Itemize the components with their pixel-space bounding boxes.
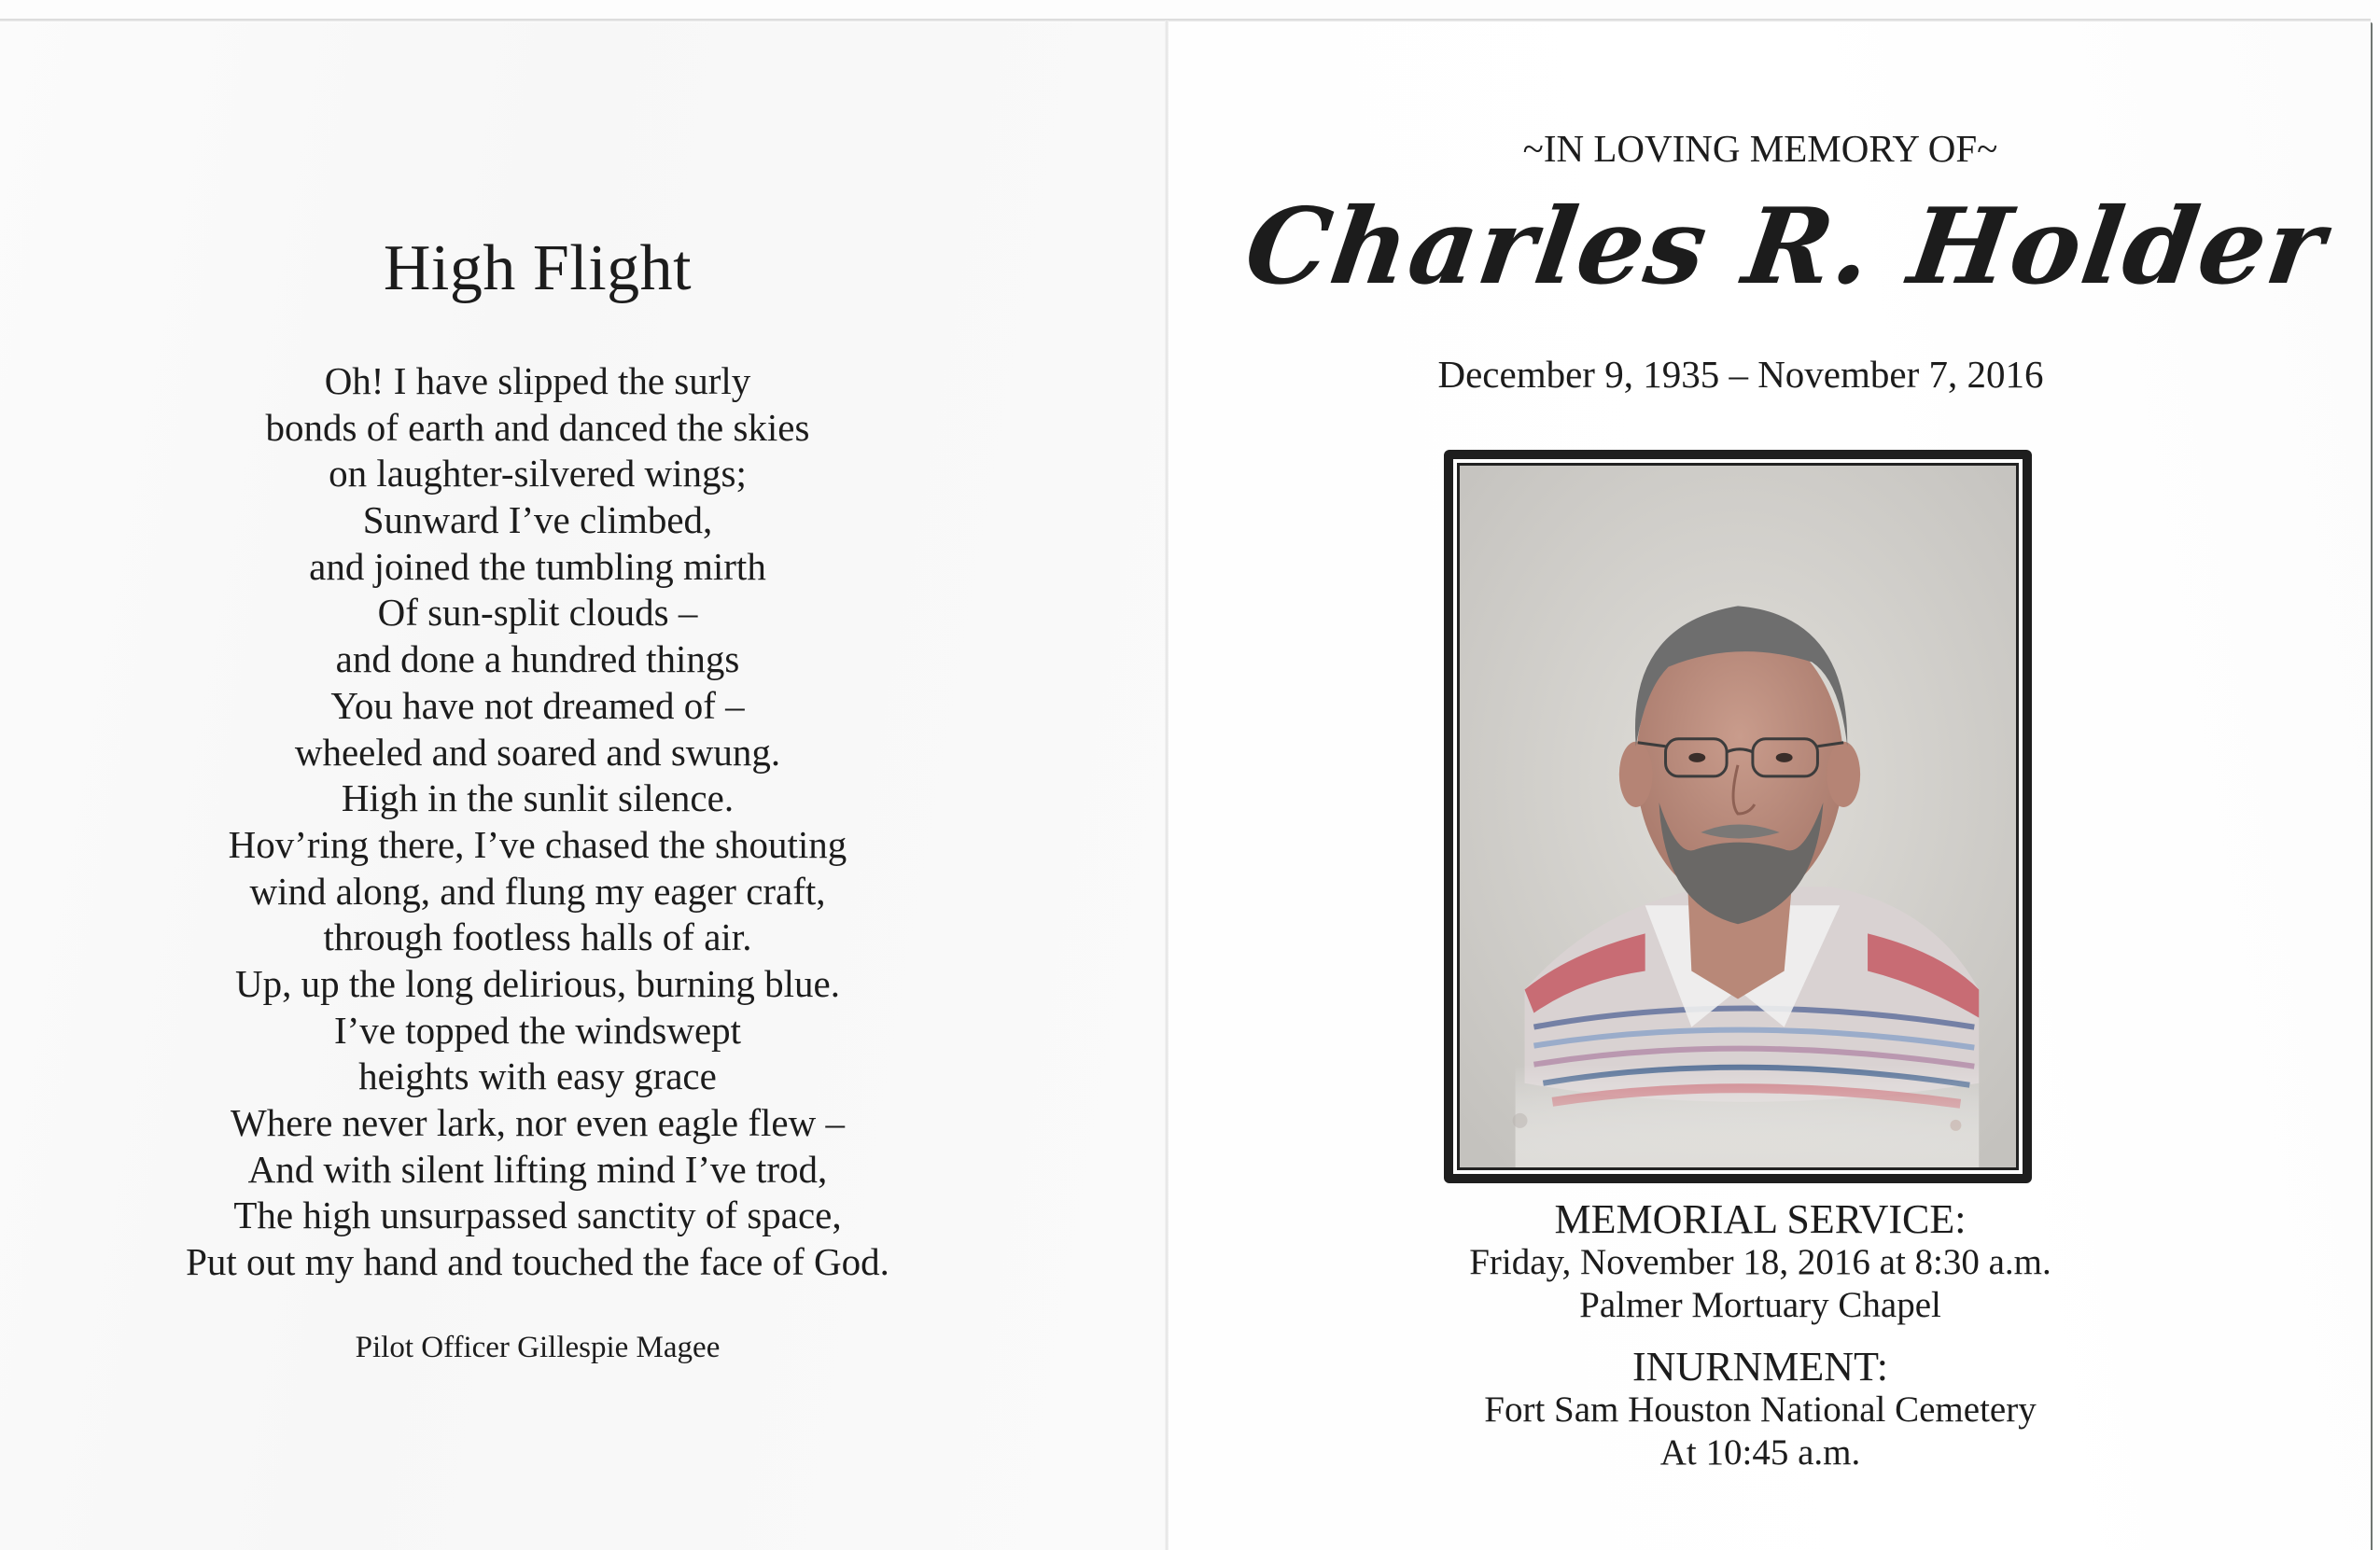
- deceased-name: Charles R. Holder: [1238, 186, 2333, 308]
- memorial-service-datetime: Friday, November 18, 2016 at 8:30 a.m.: [1469, 1242, 2051, 1282]
- memorial-service-section: [1294, 1198, 2227, 1327]
- portrait-illustration: [1460, 466, 2016, 1167]
- poem-line: Up, up the long delirious, burning blue.: [235, 961, 840, 1005]
- photo-frame: [1444, 450, 2032, 1183]
- photo-frame-mat: [1453, 459, 2023, 1174]
- memorial-service-location: Palmer Mortuary Chapel: [1579, 1285, 1941, 1325]
- poem-line: wheeled and soared and swung.: [294, 730, 781, 774]
- poem-line: And with silent lifting mind I’ve trod,: [247, 1147, 828, 1191]
- poem-line: heights with easy grace: [358, 1054, 717, 1098]
- poem-line: wind along, and flung my eager craft,: [249, 869, 826, 913]
- memory-heading: ~IN LOVING MEMORY OF~: [1522, 127, 1998, 170]
- poem-line: and joined the tumbling mirth: [309, 544, 766, 588]
- poem-line: You have not dreamed of –: [330, 683, 745, 727]
- poem-attribution: Pilot Officer Gillespie Magee: [355, 1331, 721, 1364]
- poem-line: bonds of earth and danced the skies: [265, 405, 810, 449]
- life-dates: December 9, 1935 – November 7, 2016: [1437, 353, 2044, 396]
- poem-line: The high unsurpassed sanctity of space,: [233, 1194, 842, 1237]
- poem-line: Oh! I have slipped the surly: [324, 359, 751, 402]
- portrait-photo: [1460, 466, 2016, 1167]
- inurnment-heading: INURNMENT:: [1631, 1344, 1888, 1389]
- inurnment-section: [1294, 1346, 2227, 1474]
- inurnment-time: At 10:45 a.m.: [1659, 1432, 1861, 1473]
- photo-frame-inner-line: [1457, 463, 2019, 1170]
- inurnment-location: Fort Sam Houston National Cemetery: [1484, 1389, 2037, 1430]
- poem-line: through footless halls of air.: [323, 915, 752, 959]
- right-ear: [1827, 742, 1860, 807]
- poem-body: [71, 358, 1004, 1286]
- paper-top-edge: [0, 19, 2371, 21]
- poem-line: Sunward I’ve climbed,: [362, 498, 713, 542]
- poem-title: High Flight: [383, 232, 693, 304]
- poem-line: Put out my hand and touched the face of God.: [186, 1240, 889, 1284]
- poem-line: Hov’ring there, I’ve chased the shouting: [228, 822, 847, 866]
- poem-line: on laughter-silvered wings;: [329, 452, 747, 496]
- fold-line: [1165, 21, 1169, 1550]
- poem-line: I’ve topped the windswept: [333, 1008, 742, 1052]
- poem-line: High in the sunlit silence.: [341, 776, 735, 820]
- memorial-service-heading: MEMORIAL SERVICE:: [1554, 1196, 1967, 1242]
- poem-line: and done a hundred things: [335, 637, 740, 681]
- poem-line: Where never lark, nor even eagle flew –: [231, 1101, 845, 1144]
- left-ear: [1619, 742, 1653, 807]
- paper-right-edge: [2371, 22, 2373, 1550]
- poem-line: Of sun-split clouds –: [377, 591, 698, 635]
